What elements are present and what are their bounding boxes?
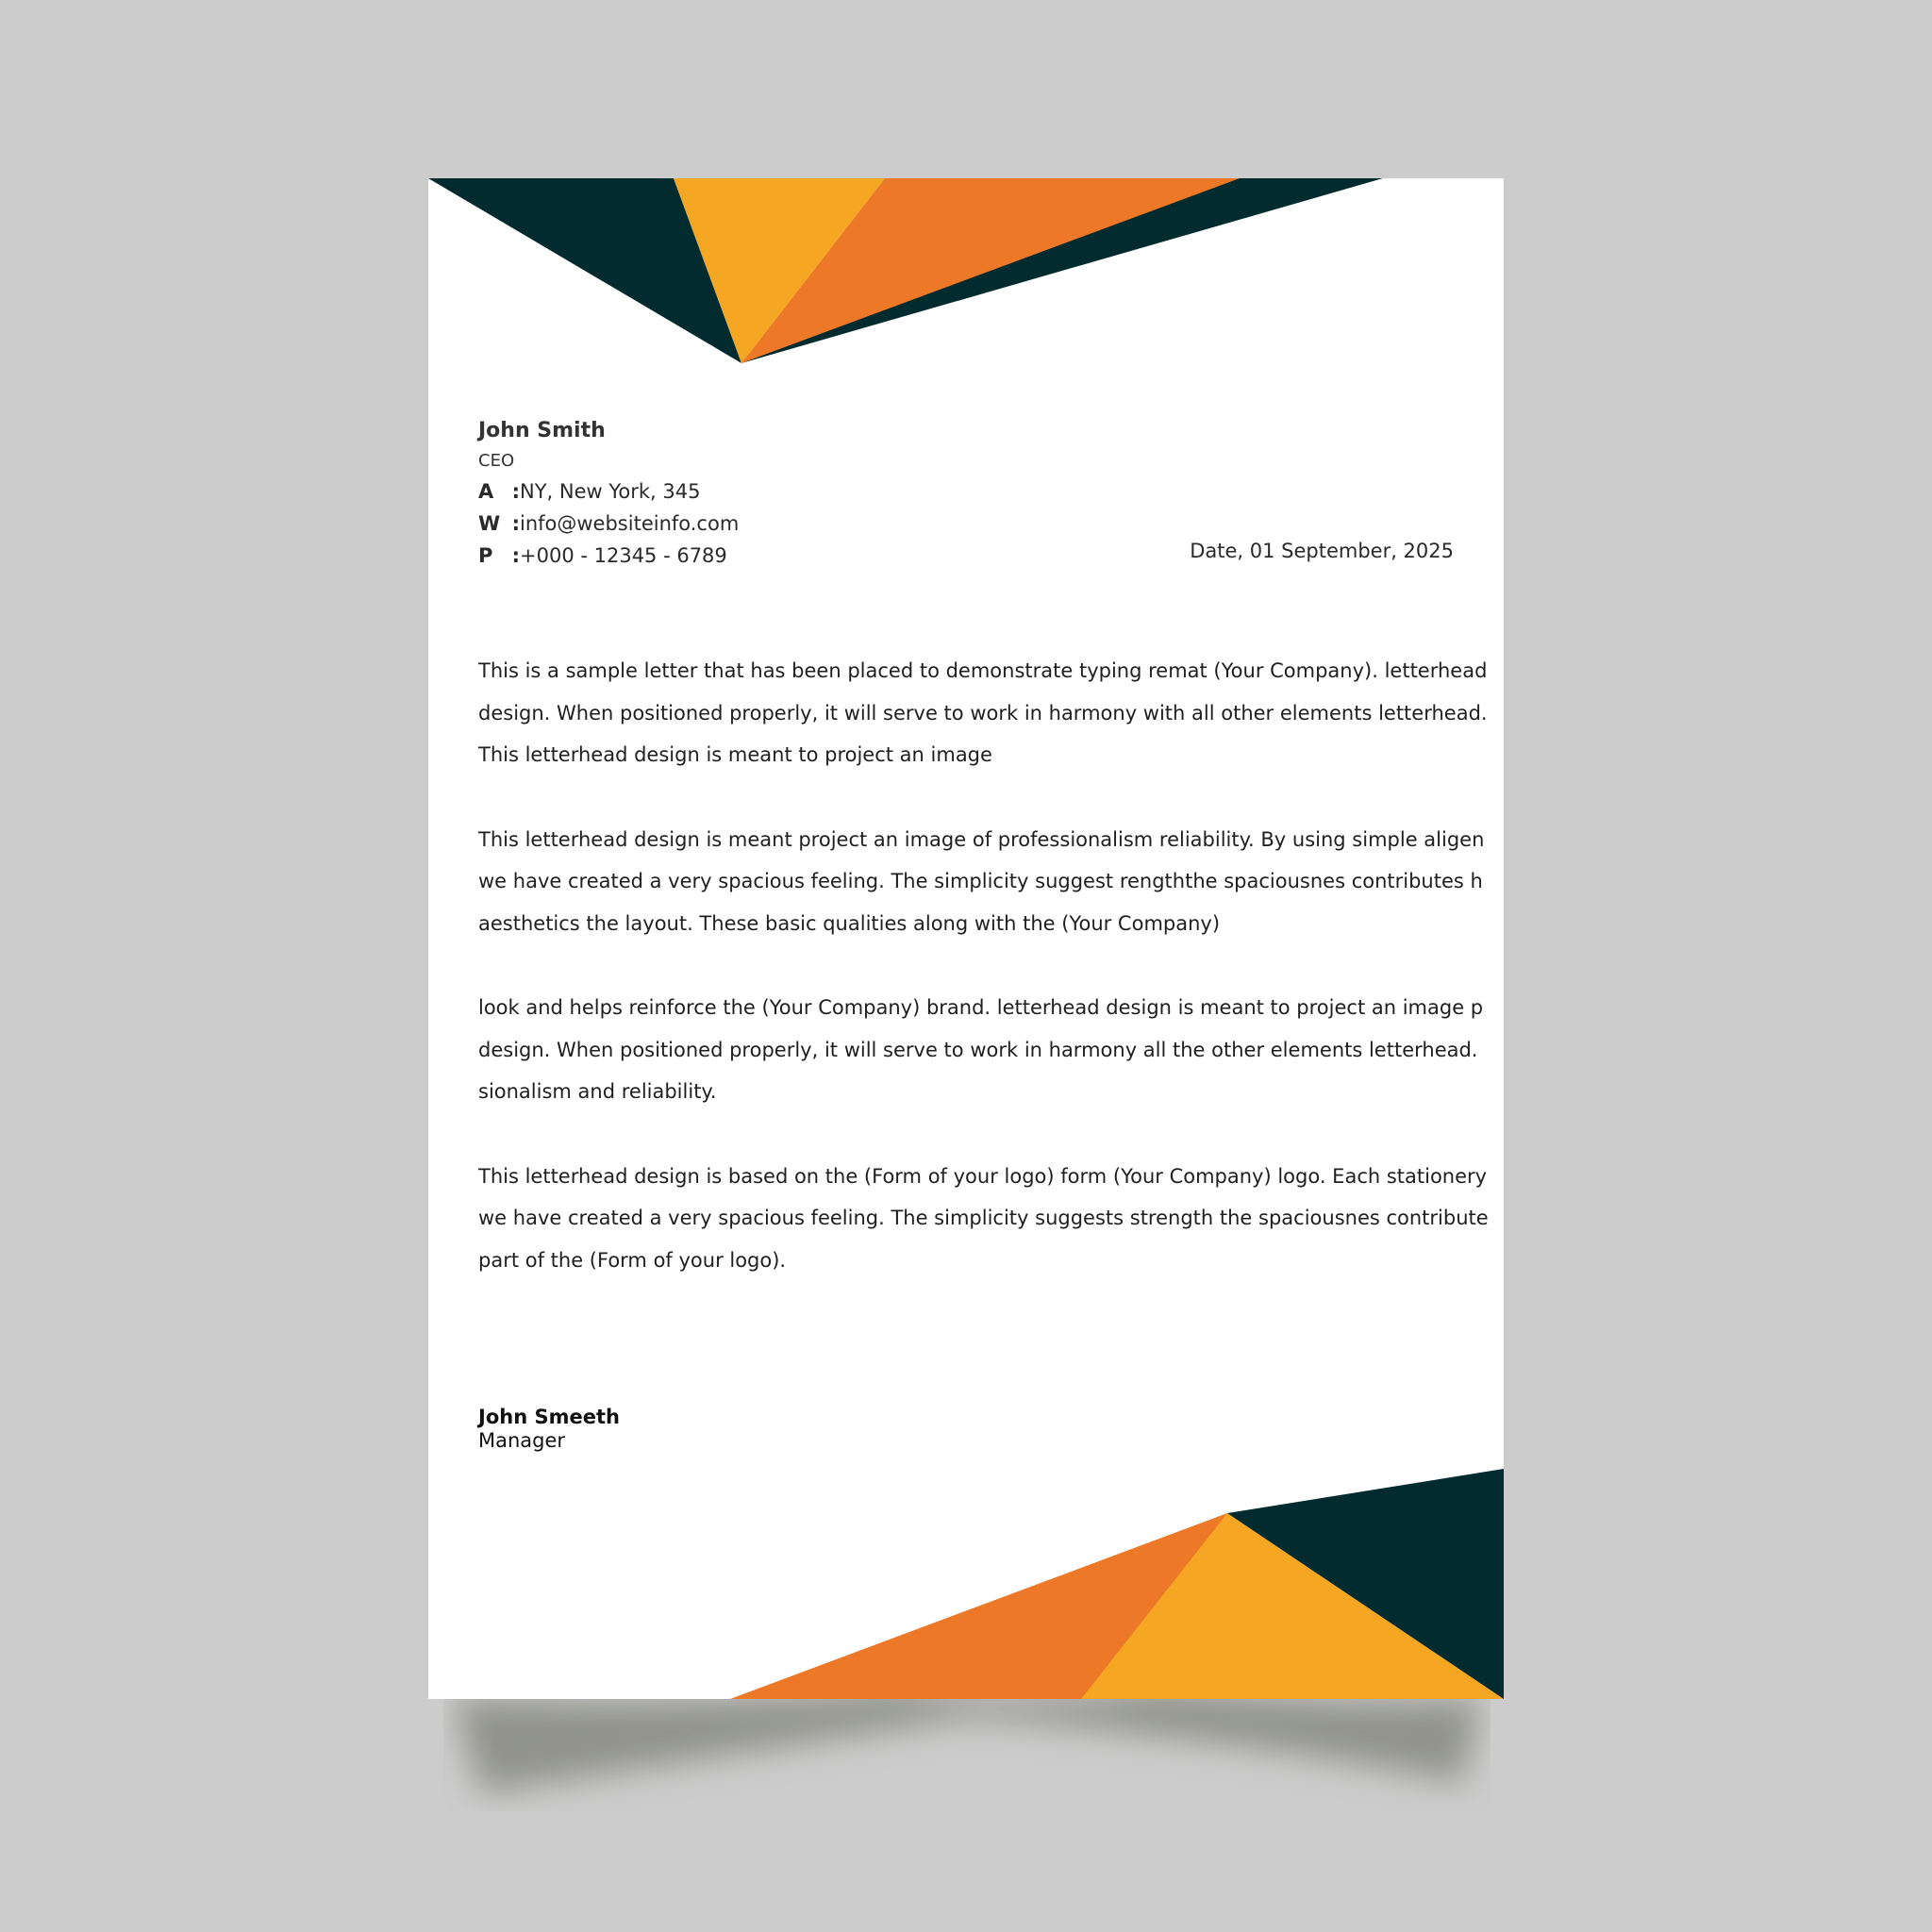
contact-phone-value: +000 - 12345 - 6789 <box>520 544 727 567</box>
body-line: This letterhead design is meant project an image of professionalism reliability. By using simple aligen <box>478 827 1485 851</box>
body-line: look and helps reinforce the (Your Company) brand. letterhead design is meant to project an image p <box>478 996 1484 1019</box>
body-paragraph <box>478 819 1485 945</box>
contact-address-value: NY, New York, 345 <box>520 480 701 503</box>
body-paragraph <box>478 987 1484 1113</box>
body-line: design. When positioned properly, it will serve to work in harmony with all other elements letterhead. <box>478 701 1488 724</box>
body-line: This letterhead design is meant to project an image <box>478 743 992 766</box>
letterhead-page <box>428 178 1504 1699</box>
contact-address <box>478 475 739 508</box>
body-line: aesthetics the layout. These basic qualities along with the (Your Company) <box>478 911 1221 935</box>
body-line: part of the (Form of your logo). <box>478 1248 787 1272</box>
signature-title: Manager <box>478 1429 566 1452</box>
contact-key: P : <box>478 544 520 567</box>
paper-shadow <box>443 1679 1491 1811</box>
signature-name: John Smeeth <box>478 1406 620 1428</box>
body-line: sionalism and reliability. <box>478 1080 717 1103</box>
body-line: This letterhead design is based on the (Form of your logo) form (Your Company) logo. Each stationery <box>478 1164 1488 1188</box>
contact-key: W : <box>478 512 520 535</box>
sender-title: CEO <box>478 451 515 471</box>
body-line: we have created a very spacious feeling. The simplicity suggest rengththe spaciousnes contributes h <box>478 870 1483 892</box>
letter-body <box>478 650 1489 1324</box>
body-line: design. When positioned properly, it will serve to work in harmony all the other elements letterhead. <box>478 1038 1478 1061</box>
sender-block <box>478 417 739 572</box>
contact-key: A : <box>478 480 520 503</box>
contact-phone <box>478 540 739 572</box>
letter-date: Date, 01 September, 2025 <box>1190 540 1454 562</box>
body-paragraph <box>478 1156 1489 1282</box>
sender-name: John Smith <box>478 419 606 442</box>
contact-website-value: info@websiteinfo.com <box>520 512 740 535</box>
body-line: This is a sample letter that has been placed to demonstrate typing remat (Your Company). letterhead <box>478 659 1488 682</box>
body-paragraph <box>478 650 1488 776</box>
signature-block <box>478 1405 620 1452</box>
body-line: we have created a very spacious feeling. The simplicity suggests strength the spaciousnes contribute <box>478 1207 1489 1229</box>
contact-website <box>478 508 739 540</box>
